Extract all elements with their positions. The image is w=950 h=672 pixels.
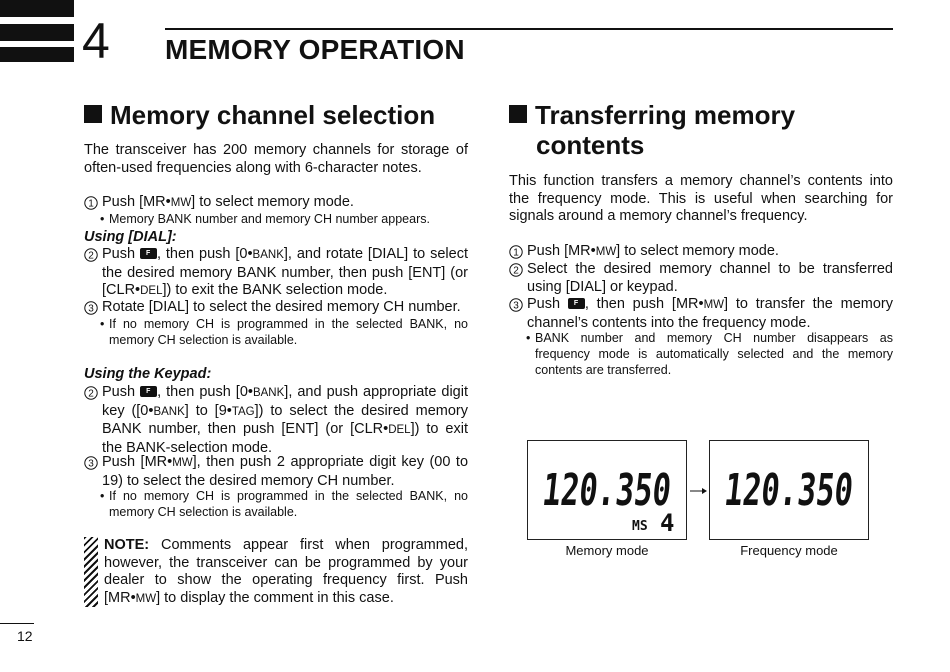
circled-1-icon bbox=[84, 194, 98, 208]
keypad-heading: Using the Keypad: bbox=[84, 366, 212, 382]
svg-text:3: 3 bbox=[88, 303, 94, 315]
dial-heading: Using [DIAL]: bbox=[84, 229, 177, 245]
svg-text:2: 2 bbox=[513, 265, 519, 277]
memory-mode-caption: Memory mode bbox=[565, 543, 649, 558]
section-title-line1: Transferring memory bbox=[535, 100, 796, 130]
memory-channel-label: MS bbox=[632, 519, 648, 534]
frequency-readout: 120.350 bbox=[722, 465, 913, 516]
circled-2-icon bbox=[509, 261, 523, 275]
circled-3-icon bbox=[509, 296, 523, 310]
keypad-step-3: 3 Push [MR•MW], then push 2 appropriate digit key (00 to 19) to select the desired memory CH number. bbox=[102, 454, 468, 490]
page-number: 12 bbox=[17, 628, 33, 644]
transfer-intro: This function transfers a memory channel’s contents into the frequency mode. This is useful when searching for signals around a memory channel’s frequency. bbox=[509, 173, 893, 224]
chapter-tab bbox=[0, 0, 74, 62]
section-title-line2: contents bbox=[536, 130, 645, 160]
memory-mode-lcd bbox=[528, 441, 731, 539]
square-bullet-icon bbox=[84, 105, 102, 123]
step-1: 1 Push [MR•MW] to select memory mode. bbox=[102, 194, 468, 213]
chapter-number: 4 bbox=[82, 13, 110, 69]
intro-paragraph: The transceiver has 200 memory channels for storage of often-used frequencies along with 6-character notes. bbox=[84, 142, 468, 176]
page-number-rule bbox=[0, 623, 34, 624]
function-key-icon bbox=[140, 248, 157, 259]
svg-text:2: 2 bbox=[88, 388, 94, 400]
transfer-bullet: • BANK number and memory CH number disappears as frequency mode is automatically selected and the memory contents are transferred. bbox=[526, 331, 893, 377]
circled-2-icon bbox=[84, 384, 98, 398]
chapter-title: MEMORY OPERATION bbox=[165, 34, 465, 65]
transfer-step-3: 3 Push F, then push [MR•MW] to transfer the memory channel’s contents into the frequency mode. bbox=[527, 296, 893, 332]
arrow-right-icon bbox=[690, 486, 708, 496]
frequency-mode-lcd bbox=[710, 441, 913, 539]
svg-text:3: 3 bbox=[88, 458, 94, 470]
note-paragraph: NOTE: Comments appear first when programmed, however, the transceiver can be programmed by your dealer to show the operating frequency first. Push [MR•MW] to display the comment in this case. bbox=[104, 537, 468, 606]
circled-3-icon bbox=[84, 454, 98, 468]
svg-text:2: 2 bbox=[88, 250, 94, 262]
transfer-step-2: 2 Select the desired memory channel to be transferred using [DIAL] or keypad. bbox=[527, 261, 893, 296]
step-1-bullet: • Memory BANK number and memory CH number appears. bbox=[100, 212, 430, 226]
dial-step-3: 3 Rotate [DIAL] to select the desired memory CH number. bbox=[102, 299, 468, 317]
memory-mode-display bbox=[527, 440, 731, 540]
square-bullet-icon bbox=[509, 105, 527, 123]
section-title-text: Memory channel selection bbox=[110, 100, 436, 130]
function-key-icon bbox=[568, 298, 585, 309]
chapter-rule bbox=[165, 28, 893, 30]
circled-2-icon bbox=[84, 246, 98, 260]
memory-frequency-readout: 120.350 bbox=[540, 465, 731, 516]
frequency-mode-display bbox=[709, 440, 913, 540]
circled-1-icon bbox=[509, 243, 523, 257]
section-title-memory-selection bbox=[84, 100, 435, 130]
circled-3-icon bbox=[84, 299, 98, 313]
frequency-mode-caption: Frequency mode bbox=[740, 543, 838, 558]
section-title-transferring bbox=[509, 100, 893, 160]
svg-text:1: 1 bbox=[513, 247, 519, 259]
note-stripe-icon bbox=[84, 537, 98, 607]
svg-text:1: 1 bbox=[88, 198, 94, 210]
transfer-step-1: 1 Push [MR•MW] to select memory mode. bbox=[527, 243, 893, 262]
keypad-step-2: 2 Push F, then push [0•BANK], and push appropriate digit key ([0•BANK] to [9•TAG]) to select the desired memory BANK number, then push [ENT] (or [CLR•DEL]) to exit the BANK-selection mode. bbox=[102, 384, 468, 457]
dial-step-3-bullet: • If no memory CH is programmed in the selected BANK, no memory CH selection is available. bbox=[100, 317, 468, 347]
function-key-icon bbox=[140, 386, 157, 397]
svg-text:3: 3 bbox=[513, 300, 519, 312]
memory-channel-number: 4 bbox=[660, 509, 675, 537]
keypad-step-3-bullet: • If no memory CH is programmed in the selected BANK, no memory CH selection is available. bbox=[100, 489, 468, 519]
dial-step-2: 2 Push F, then push [0•BANK], and rotate [DIAL] to select the desired memory BANK number, then push [ENT] (or [CLR•DEL]) to exit the BANK selection mode. bbox=[102, 246, 468, 301]
